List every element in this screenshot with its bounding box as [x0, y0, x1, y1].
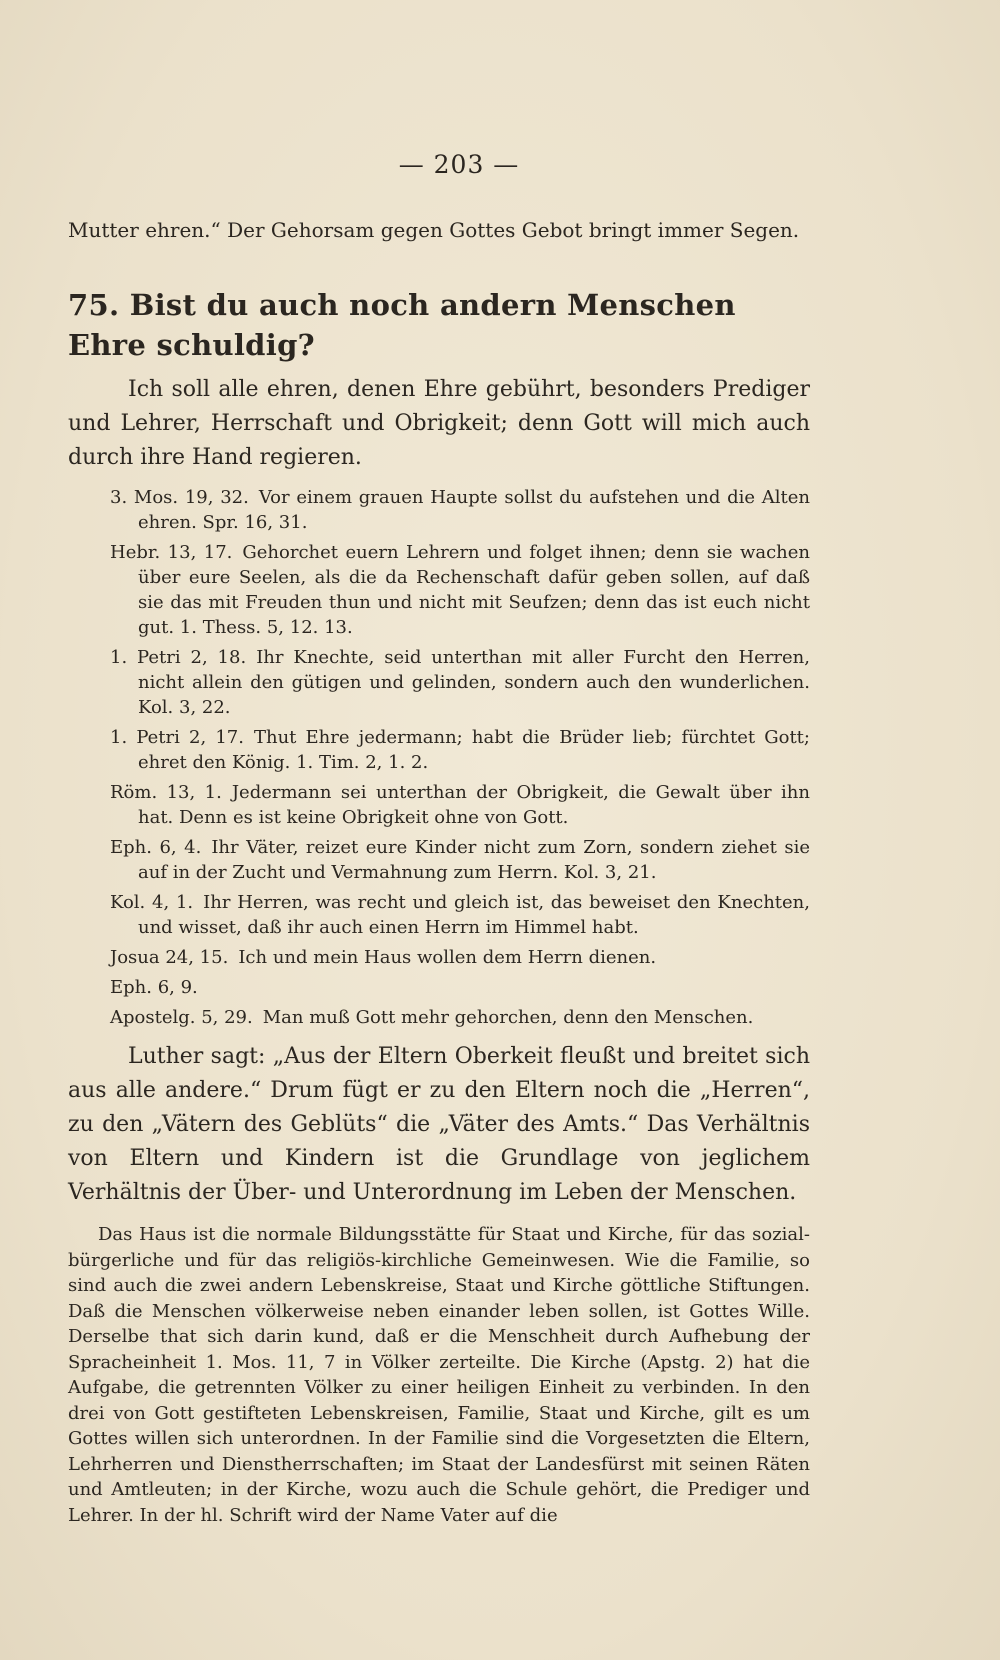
- bible-verse: [110, 485, 810, 535]
- bible-verse: [110, 645, 810, 720]
- answer-text: Ich soll alle ehren, denen Ehre gebührt, besonders Prediger und Lehrer, Herrschaft und Obrigkeit; denn Gott will mich auch durch ihre Hand regieren.: [68, 377, 810, 470]
- bible-verse: [110, 780, 810, 830]
- verse-reference: Apostelg. 5, 29.: [110, 1007, 253, 1028]
- bible-verse: [110, 1005, 810, 1030]
- verse-reference: Röm. 13, 1.: [110, 782, 222, 803]
- bible-verse: [110, 835, 810, 885]
- question-heading: [68, 285, 810, 365]
- verse-text: Ihr Herren, was recht und gleich ist, das beweiset den Knechten, und wisset, daß ihr auch einen Herrn im Himmel habt.: [138, 892, 810, 938]
- luther-quote-paragraph: Luther sagt: „Aus der Eltern Oberkeit fleußt und breitet sich aus alle andere.“ Drum fügt er zu den Eltern noch die „Herren“, zu den „Vätern des Geblüts“ die „Väter des Amts.“ Das Verhältnis von Eltern und Kindern ist die Grundlage von jeglichem Verhältnis der Über- und Unterordnung im Leben der Menschen.: [68, 1044, 810, 1205]
- verse-text: Ihr Knechte, seid unterthan mit aller Furcht den Herren, nicht allein den gütigen und gelinden, sondern auch den wunderlichen. Kol. 3, 22.: [138, 647, 810, 718]
- verse-reference: Josua 24, 15.: [110, 947, 229, 968]
- page-number: — 203 —: [398, 150, 520, 179]
- verse-reference: Eph. 6, 4.: [110, 837, 202, 858]
- bible-verse-list: [68, 485, 810, 1030]
- verse-text: Vor einem grauen Haupte sollst du aufstehen und die Alten ehren. Spr. 16, 31.: [138, 487, 810, 533]
- question-text: Bist du auch noch andern Menschen Ehre schuldig?: [68, 288, 736, 362]
- verse-text: Jedermann sei unterthan der Obrigkeit, die Gewalt über ihn hat. Denn es ist keine Obrigkeit ohne von Gott.: [138, 782, 810, 828]
- verse-text: Thut Ehre jedermann; habt die Brüder lieb; fürchtet Gott; ehret den König. 1. Tim. 2, 1. 2.: [138, 727, 810, 773]
- verse-text: Ihr Väter, reizet eure Kinder nicht zum Zorn, sondern ziehet sie auf in der Zucht und Vermahnung zum Herrn. Kol. 3, 21.: [138, 837, 810, 883]
- verse-text: Gehorchet euern Lehrern und folget ihnen; denn sie wachen über eure Seelen, als die da Rechenschaft dafür geben sollen, auf daß sie das mit Freuden thun und nicht mit Seufzen; denn das ist euch nicht gut. 1. Thess. 5, 12. 13.: [138, 542, 810, 638]
- bible-verse: [110, 540, 810, 640]
- bible-verse: [110, 975, 810, 1000]
- verse-text: Ich und mein Haus wollen dem Herrn dienen.: [238, 947, 657, 968]
- bible-verse: [110, 890, 810, 940]
- continued-text: Mutter ehren.“ Der Gehorsam gegen Gottes Gebot bringt immer Segen.: [68, 218, 800, 242]
- verse-reference: 1. Petri 2, 18.: [110, 647, 247, 668]
- bible-verse: [110, 945, 810, 970]
- verse-reference: Eph. 6, 9.: [110, 977, 198, 998]
- bible-verse: [110, 725, 810, 775]
- verse-text: Man muß Gott mehr gehorchen, denn den Menschen.: [262, 1007, 754, 1028]
- question-number: 75.: [68, 288, 120, 322]
- verse-reference: Kol. 4, 1.: [110, 892, 194, 913]
- verse-reference: 3. Mos. 19, 32.: [110, 487, 249, 508]
- commentary-paragraph: Das Haus ist die normale Bildungsstätte für Staat und Kirche, für das sozial-bürgerliche und für das religiös-kirchliche Gemeinwesen. Wie die Familie, so sind auch die zwei andern Lebenskreise, Staat und Kirche göttliche Stiftungen. Daß die Menschen völkerweise neben einander leben sollen, ist Gottes Wille. Derselbe that sich darin kund, daß er die Menschheit durch Aufhebung der Spracheinheit 1. Mos. 11, 7 in Völker zerteilte. Die Kirche (Apstg. 2) hat die Aufgabe, die getrennten Völker zu einer heiligen Einheit zu verbinden. In den drei von Gott gestifteten Lebenskreisen, Familie, Staat und Kirche, gilt es um Gottes willen sich unterordnen. In der Familie sind die Vorgesetzten die Eltern, Lehrherren und Dienstherrschaften; im Staat der Landesfürst mit seinen Räten und Amtleuten; in der Kirche, wozu auch die Schule gehört, die Prediger und Lehrer. In der hl. Schrift wird der Name Vater auf die: [68, 1224, 810, 1526]
- verse-reference: 1. Petri 2, 17.: [110, 727, 244, 748]
- verse-reference: Hebr. 13, 17.: [110, 542, 233, 563]
